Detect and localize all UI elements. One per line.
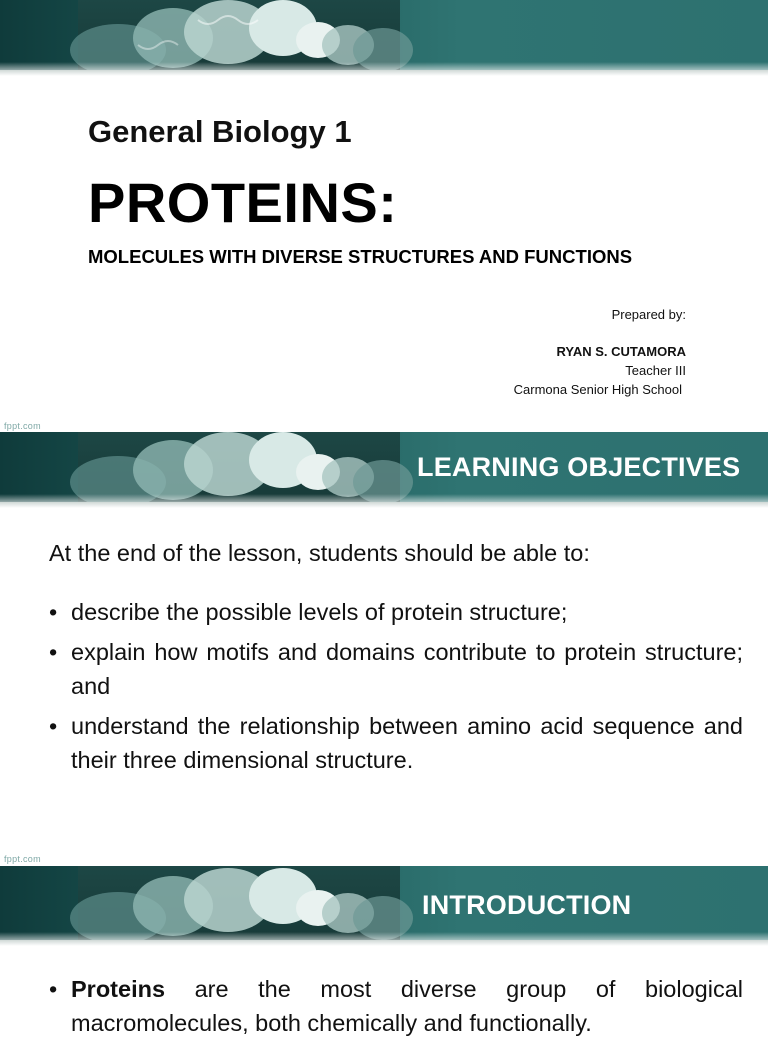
objectives-slide [0, 432, 768, 862]
intro-paragraph: • Proteins are the most diverse group of biological macromolecules, both chemically and functionally. [49, 976, 743, 1036]
prepared-by-label: Prepared by: [611, 307, 686, 322]
list-item: • describe the possible levels of protein structure; [49, 599, 568, 625]
bold-term: Proteins [71, 976, 166, 1002]
objectives-intro: At the end of the lesson, students should be able to: [49, 540, 590, 566]
objectives-list [49, 595, 743, 783]
page-title: PROTEINS: [88, 171, 398, 234]
protein-molecule-image [78, 0, 400, 70]
introduction-slide [0, 866, 768, 1036]
watermark: fppt.com [4, 854, 41, 864]
course-title: General Biology 1 [88, 114, 352, 149]
protein-molecule-image [78, 866, 400, 940]
section-heading: INTRODUCTION [422, 890, 632, 920]
list-item: • explain how motifs and domains contribute to protein structure; and [49, 639, 743, 699]
title-slide [0, 0, 768, 431]
watermark: fppt.com [4, 421, 41, 431]
protein-molecule-image [78, 432, 400, 502]
author-school: Carmona Senior High School [513, 382, 682, 397]
header-banner [0, 432, 768, 502]
header-banner [0, 0, 768, 70]
author-position: Teacher III [625, 363, 686, 378]
section-heading: LEARNING OBJECTIVES [417, 452, 741, 482]
page-subtitle: MOLECULES WITH DIVERSE STRUCTURES AND FUNCTIONS [88, 246, 633, 267]
header-banner [0, 866, 768, 940]
author-name: RYAN S. CUTAMORA [556, 344, 686, 359]
list-item: • understand the relationship between amino acid sequence and their three dimensional structure. [49, 713, 743, 773]
